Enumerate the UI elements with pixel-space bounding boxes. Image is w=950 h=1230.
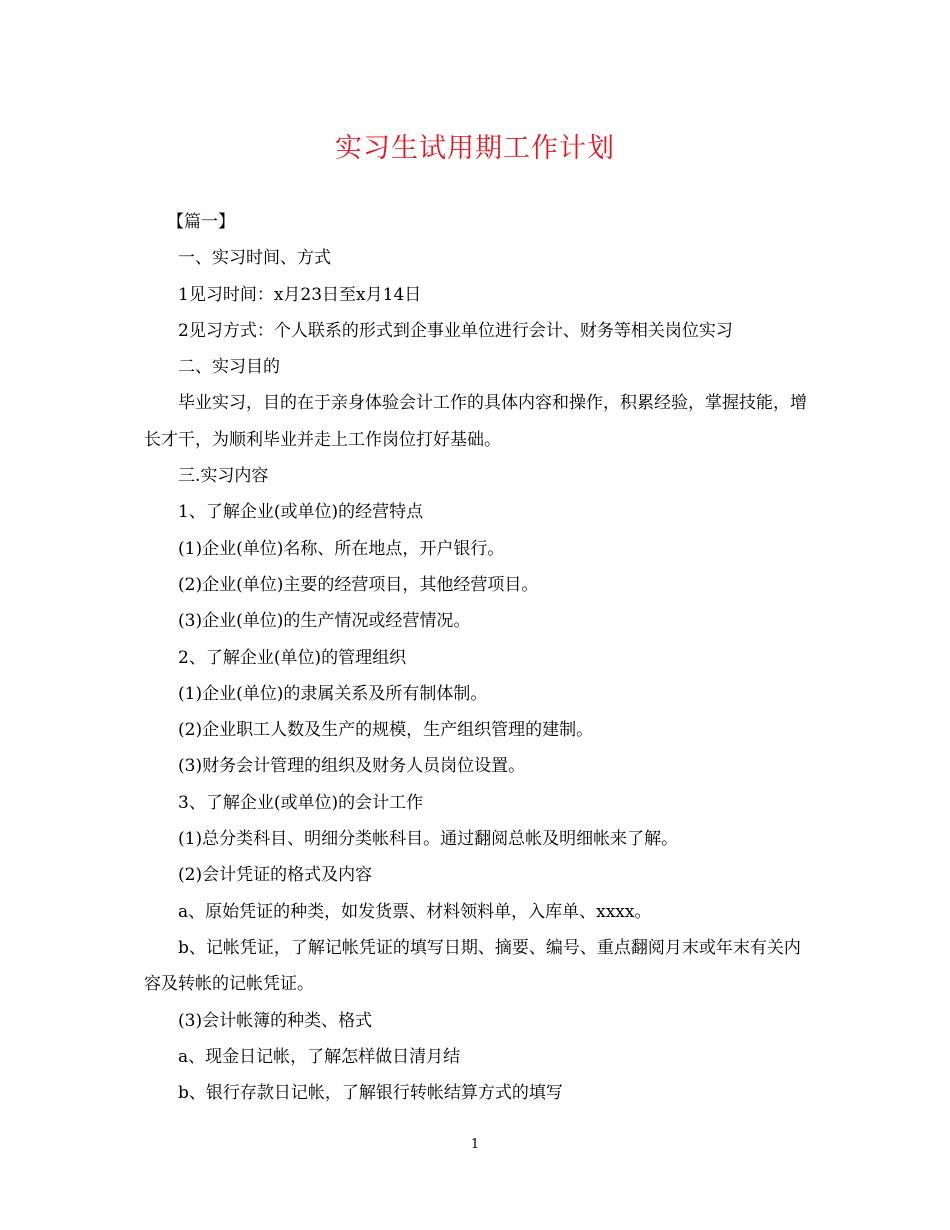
paragraph: 3、了解企业(或单位)的会计工作 <box>178 792 424 813</box>
paragraph: 2、了解企业(单位)的管理组织 <box>178 647 407 668</box>
paragraph: a、现金日记帐，了解怎样做日清月结 <box>178 1046 461 1067</box>
paragraph: 三.实习内容 <box>178 466 269 487</box>
paragraph: (2)企业职工人数及生产的规模，生产组织管理的建制。 <box>178 720 594 741</box>
paragraph: (1)企业(单位)的隶属关系及所有制体制。 <box>178 683 488 704</box>
paragraph: 一、实习时间、方式 <box>178 248 331 269</box>
paragraph: 毕业实习，目的在于亲身体验会计工作的具体内容和操作，积累经验，掌握技能，增长才干，为顺利毕业并走上工作岗位打好基础。 <box>144 393 807 450</box>
section-heading-part-one: 【篇一】 <box>167 212 235 232</box>
paragraph: (2)企业(单位)主要的经营项目，其他经营项目。 <box>178 574 539 595</box>
page-number: 1 <box>470 1137 480 1152</box>
paragraph: (3)财务会计管理的组织及财务人员岗位设置。 <box>178 756 526 777</box>
paragraph: b、记帐凭证，了解记帐凭证的填写日期、摘要、编号、重点翻阅月末或年末有关内容及转帐的记帐凭证。 <box>144 937 801 995</box>
paragraph: (1)总分类科目、明细分类帐科目。通过翻阅总帐及明细帐来了解。 <box>178 829 679 850</box>
paragraph: (3)会计帐簿的种类、格式 <box>178 1010 373 1031</box>
paragraph: 1、了解企业(或单位)的经营特点 <box>178 502 424 523</box>
paragraph: b、银行存款日记帐，了解银行转帐结算方式的填写 <box>178 1083 563 1104</box>
paragraph: 二、实习目的 <box>178 357 280 378</box>
document-title: 实习生试用期工作计划 <box>335 133 615 164</box>
paragraph: (3)企业(单位)的生产情况或经营情况。 <box>178 611 471 632</box>
paragraph: 2见习方式：个人联系的形式到企事业单位进行会计、财务等相关岗位实习 <box>178 320 733 341</box>
paragraph: 1见习时间：x月23日至x月14日 <box>178 284 422 305</box>
paragraph: (2)会计凭证的格式及内容 <box>178 865 373 886</box>
document-body <box>144 204 809 1111</box>
paragraph: (1)企业(单位)名称、所在地点，开户银行。 <box>178 538 505 559</box>
paragraph: a、原始凭证的种类，如发货票、材料领料单，入库单、xxxx。 <box>178 901 652 922</box>
